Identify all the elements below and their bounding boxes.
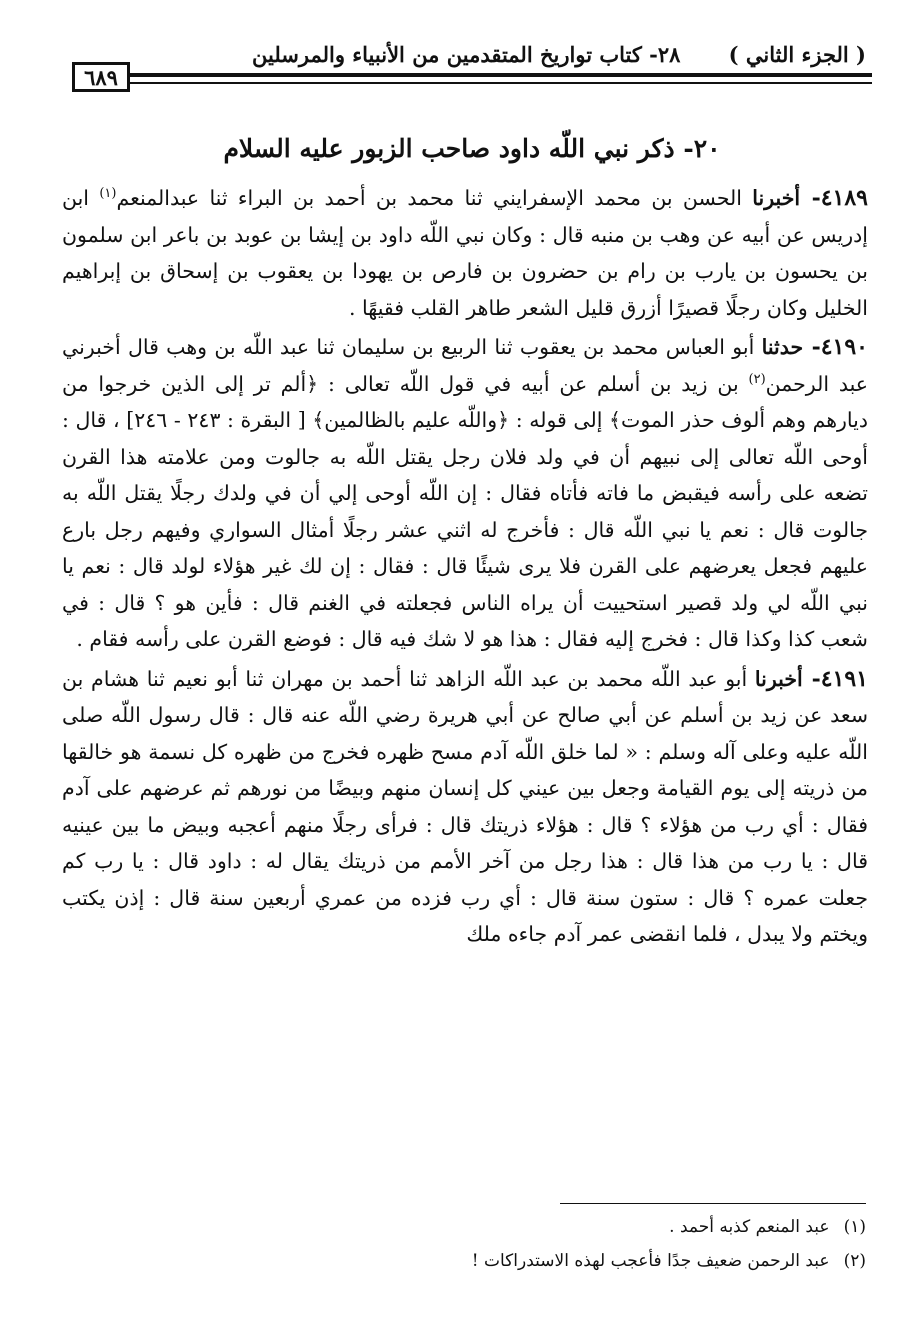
footnote-rule: [560, 1203, 866, 1204]
page-number: ٦٨٩: [72, 62, 130, 92]
footnote-number: (١): [843, 1217, 866, 1237]
part-label: ( الجزء الثاني ): [728, 42, 866, 67]
footnote-ref: (١): [99, 186, 117, 202]
hadith-paragraph: ٤١٨٩- أخبرنا الحسن بن محمد الإسفرايني ثنا محمد بن أحمد بن البراء ثنا عبدالمنعم$^{(١)}$ ابن إدريس عن أبيه عن وهب بن منبه قال : وكان نبي اللّه داود بن إيشا بن عوبد بن باعر ابن سلمون بن يحسون بن يارب بن رام بن حضرون بن فارص بن يهودا بن يعقوب بن إسحاق بن إبراهيم الخليل وكان رجلًا قصيرًا أزرق قليل الشعر طاهر القلب فقيهًا .: [62, 185, 868, 320]
hadith-paragraph: ٤١٩١- أخبرنا أبو عبد اللّه محمد بن عبد اللّه الزاهد ثنا أحمد بن مهران ثنا أبو نعيم ثنا هشام بن سعد عن زيد بن أسلم عن أبي صالح عن أبي هريرة رضي اللّه عنه قال : قال رسول اللّه صلى اللّه عليه وعلى آله وسلم : « لما خلق اللّه آدم مسح ظهره فخرج من ظهره كل نسمة هو خالقها من ذريته إلى يوم القيامة وجعل بين عيني كل إنسان منهم وبيضًا من نورهم ثم عرضهم على آدم فقال : أي رب من هؤلاء ؟ قال : هؤلاء ذريتك قال : فرأى رجلًا منهم أعجبه وبيض ما بين عينيه قال : يا رب من هذا قال : هذا رجل من آخر الأمم من ذريتك يقال له : داود قال : يا رب كم جعلت عمره ؟ قال : ستون سنة قال : أي رب فزده من عمري أربعين سنة قال : إذن يكتب ويختم ولا يبدل ، فلما انقضى عمر آدم جاءه ملك: [62, 665, 868, 946]
footnote-item: [72, 1244, 866, 1278]
hadith-paragraph: ٤١٩٠- حدثنا أبو العباس محمد بن يعقوب ثنا الربيع بن سليمان ثنا عبد اللّه بن وهب قال أخبرني عبد الرحمن$^{(٢)}$ بن زيد بن أسلم عن أبيه في قول اللّه تعالى : ﴿ألم تر إلى الذين خرجوا من ديارهم وهم ألوف حذر الموت﴾ إلى قوله : ﴿واللّه عليم بالظالمين﴾ [ البقرة : ٢٤٣ - ٢٤٦] ، قال : أوحى اللّه تعالى إلى نبيهم أن في ولد فلان رجل يقتل اللّه به جالوت ومن علامته هذا القرن تضعه على رأسه فيقبض ما فاته فأتاه فقال : إن اللّه أوحى إلي أن في ولدك رجلًا يقتل اللّه به جالوت قال : نعم يا نبي اللّه قال : فأخرج له اثني عشر رجلًا أمثال السواري وفيهم رجل بارع عليهم فجعل يعرضهم على القرن فلا يرى شيئًا قال : فقال : إن لك غير هؤلاء لولد قال : نعم يا نبي اللّه لي ولد قصير استحييت أن يراه الناس فجعلته في الغنم قال : فأين هو ؟ قال : في شعب كذا وكذا قال : فخرج إليه فقال : هذا هو لا شك فيه قال : فوضع القرن على رأسه فقام .: [62, 334, 869, 651]
hadith-text: أبو عبد اللّه محمد بن عبد اللّه الزاهد ثنا أحمد بن مهران ثنا أبو نعيم ثنا هشام بن سعد عن زيد بن أسلم عن أبي صالح عن أبي هريرة رضي اللّه عنه قال : قال رسول اللّه صلى اللّه عليه وعلى آله وسلم : « لما خلق اللّه آدم مسح ظهره فخرج من ظهره كل نسمة هو خالقها من ذريته إلى يوم القيامة وجعل بين عيني كل إنسان منهم وبيضًا من نورهم ثم عرضهم على آدم فقال : أي رب من هؤلاء ؟ قال : هؤلاء ذريتك قال : فرأى رجلًا منهم أعجبه وبيض ما بين عينيه قال : يا رب من هذا قال : هذا رجل من آخر الأمم من ذريتك يقال له : داود قال : يا رب كم جعلت عمره ؟ قال : ستون سنة قال : أي رب فزده من عمري أربعين سنة قال : إذن يكتب ويختم ولا يبدل ، فلما انقضى عمر آدم جاءه ملك: [62, 666, 868, 946]
hadith-number: ٤١٩٠: [820, 334, 868, 360]
footnotes: [72, 1210, 866, 1278]
header-rule-thin: [130, 82, 872, 84]
hadith-text-cont: بن زيد بن أسلم عن أبيه في قول اللّه تعالى : ﴿ألم تر إلى الذين خرجوا من ديارهم وهم ألوف حذر الموت﴾ إلى قوله : ﴿واللّه عليم بالظالمين﴾ [ البقرة : ٢٤٣ - ٢٤٦] ، قال : أوحى اللّه تعالى إلى نبيهم أن في ولد فلان رجل يقتل اللّه به جالوت ومن علامته هذا القرن تضعه على رأسه فيقبض ما فاته فأتاه فقال : إن اللّه أوحى إلي أن في ولدك رجلًا يقتل اللّه به جالوت قال : نعم يا نبي اللّه قال : فأخرج له اثني عشر رجلًا أمثال السواري وفيهم رجل بارع عليهم فجعل يعرضهم على القرن فلا يرى شيئًا قال : فقال : إن لك غير هؤلاء لولد قال : نعم يا نبي اللّه لي ولد قصير استحييت أن يراه الناس فجعلته في الغنم قال : فأين هو ؟ قال : في شعب كذا وكذا قال : فخرج إليه فقال : هذا هو لا شك فيه قال : فوضع القرن على رأسه فقام .: [62, 371, 869, 651]
transmission-verb: أخبرنا: [752, 186, 801, 210]
header-rule-thick: [130, 73, 872, 77]
hadith-text-cont: ابن إدريس عن أبيه عن وهب بن منبه قال : وكان نبي اللّه داود بن إيشا بن عوبد بن باعر ابن سلمون بن يحسون بن يارب بن رام بن حضرون بن فارص بن يهودا بن يعقوب بن إسحاق بن إبراهيم الخليل وكان رجلًا قصيرًا أزرق قليل الشعر طاهر القلب فقيهًا .: [62, 186, 868, 320]
chapter-label: ٢٨- كتاب تواريخ المتقدمين من الأنبياء والمرسلين: [252, 42, 681, 67]
hadith-text: أبو العباس محمد بن يعقوب ثنا الربيع بن سليمان ثنا عبد اللّه بن وهب قال أخبرني عبد الرحمن: [62, 335, 869, 396]
hadith-text: الحسن بن محمد الإسفرايني ثنا محمد بن أحمد بن البراء ثنا عبدالمنعم: [116, 186, 742, 210]
footnote-text: عبد المنعم كذبه أحمد .: [669, 1217, 830, 1237]
footnote-text: عبد الرحمن ضعيف جدًا فأعجب لهذه الاستدراكات !: [471, 1251, 830, 1271]
transmission-verb: أخبرنا: [754, 666, 803, 691]
hadith-number: ٤١٨٩: [820, 185, 868, 211]
footnote-item: [72, 1210, 866, 1244]
body-text: [62, 180, 868, 956]
running-header: [72, 40, 872, 70]
footnote-number: (٢): [843, 1251, 866, 1271]
section-title: ٢٠- ذكر نبي اللّه داود صاحب الزبور عليه السلام: [223, 134, 721, 163]
footnote-ref: (٢): [748, 371, 766, 387]
transmission-verb: حدثنا: [761, 335, 804, 359]
hadith-number: ٤١٩١: [820, 665, 868, 692]
